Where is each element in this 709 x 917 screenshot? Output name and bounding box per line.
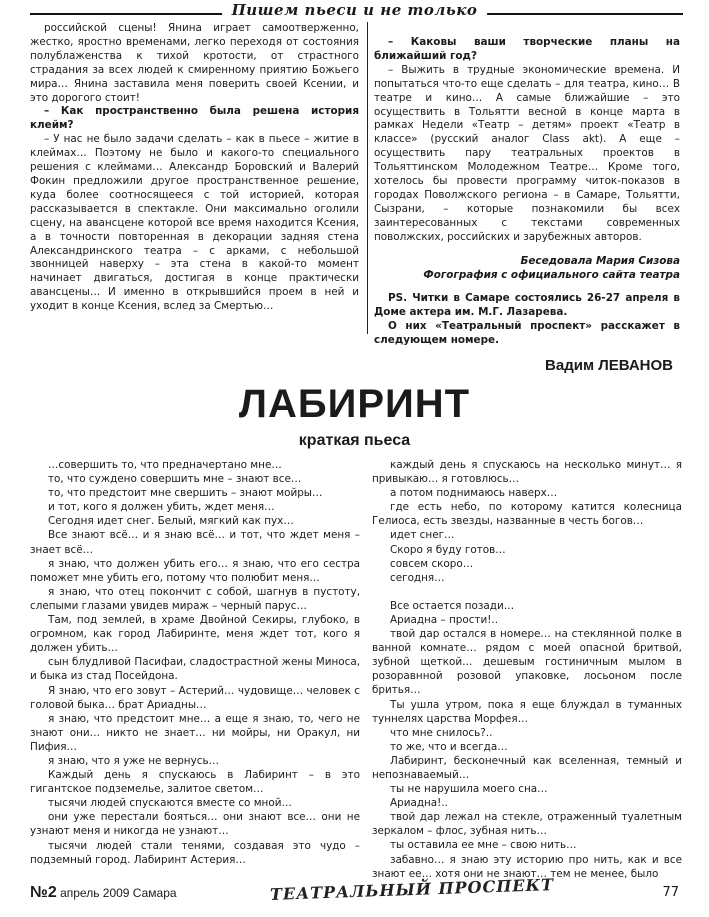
spacer [372,585,682,599]
play-line: то, что суждено совершить мне – знают все… [48,473,302,486]
play-line: идет снег… [390,529,455,542]
play-author: Вадим ЛЕВАНОВ [545,357,673,374]
play-line: я знаю, что предстоит мне… а еще я знаю, то, чего не знают они… никто не знает… ни мойры, ни Оракул, ни Пифия… [30,712,360,753]
section-title: Пишем пьеси и не только [222,1,488,19]
credit-line: Фогография с официального сайта театра [423,268,680,281]
play-text-right [372,458,682,881]
play-line: Каждый день я спускаюсь в Лабиринт – в это гигантское подземелье, залитое светом… [30,769,360,796]
play-line: Ариадна – прости!.. [390,613,499,626]
play-line: совсем скоро… [390,557,474,570]
play-line: Я знаю, что его зовут – Астерий… чудовище… человек с головой быка… брат Ариадны… [30,684,360,711]
play-line: то, что предстоит мне свершить – знают мойры… [48,487,323,500]
play-line: твой дар остался в номере… на стеклянной полке в ванной комнате… рядом с моей опасной бритвой, зубной щеткой… дешевым гостиничным мылом в розоравнной розовой упаковке, лосьоном после бритья… [372,628,682,697]
issue-date: апрель 2009 Самара [56,886,177,900]
play-line: Скоро я буду готов… [390,543,506,556]
play-line: ты не нарушила моего сна… [390,783,548,796]
play-title: ЛАБИРИНТ [238,382,471,426]
play-line: я знаю, что отец покончит с собой, шагнув в пустоту, слепыми глазами увидев мираж – черный парус… [30,585,360,612]
page-number: 77 [662,885,679,900]
paragraph: – Выжить в трудные экономические времена. И попытаться что-то еще сделать – для театра, кино… В театре и кино… А самые ближайшие – это осуществить в Тольятти весной в конце марта в рамках Недели «Театр – детям» проект «Театр в классе» (русский аналог Class akt). А еще – осуществить пару театральных проектов в Тольяттинском Молодежном Театре… Кроме того, хотелось бы провести программу читок-показов в городах Поволжского региона – в Самаре, Тольятти, Сызрани, – которые познакомили бы всех заинтересованных с текстами современных поволжских, российских и зарубежных авторов. [374,63,680,243]
interview-question: – Как пространственно была решена история клейм? [30,105,359,132]
play-line: Там, под землей, в храме Двойной Секиры, глубоко, в огромном, как город Лабиринте, меня ждет тот, кого я должен убить… [30,614,360,655]
play-line: Все остается позади… [390,599,515,612]
issue-info [30,884,177,902]
play-line: твой дар лежал на стекле, отраженный туалетным зеркалом – флос, зубная нить… [372,811,682,838]
credit-line: Беседовала Мария Сизова [520,254,680,267]
postscript: О них «Театральный проспект» расскажет в следующем номере. [374,320,680,347]
play-line: Ариадна!.. [390,797,448,810]
interview-question: – Каковы ваши творческие планы на ближайший год? [374,36,680,62]
spacer [374,282,680,292]
play-subtitle: краткая пьеса [298,432,411,449]
play-line: они уже перестали бояться… они знают все… они не узнают меня и никогда не узнают… [30,811,360,838]
section-header [0,0,709,20]
play-line: где есть небо, по которому катится колесница Гелиоса, есть звезды, названные в честь богов… [372,501,682,528]
play-line: Ты ушла утром, пока я еще блуждал в туманных туннелях царства Морфея… [372,698,682,725]
play-line: тысячи людей стали тенями, создавая это чудо – подземный город. Лабиринт Астерия… [30,839,360,866]
play-line: Сегодня идет снег. Белый, мягкий как пух… [48,515,294,528]
interview-right-column [374,36,680,348]
play-line: сын блудливой Пасифаи, сладострастной жены Миноса, и быка из стад Посейдона. [30,656,360,683]
play-line: то же, что и всегда… [390,740,508,753]
issue-number: №2 [30,884,57,901]
postscript: PS. Читки в Самаре состоялись 26-27 апреля в Доме актера им. М.Г. Лазарева. [374,292,680,319]
interview-left-column [30,22,359,314]
play-line: что мне снилось?.. [390,726,493,739]
play-line: я знаю, что должен убить его… я знаю, что его сестра поможет мне убить его, потому что полюбит меня… [30,557,360,584]
play-line: тысячи людей спускаются вместе со мной… [48,797,292,810]
play-line: и тот, кого я должен убить, ждет меня… [48,501,275,514]
play-line: Все знают всё… и я знаю всё… и тот, что ждет меня – знает всё… [30,529,360,556]
play-line: забавно… я знаю эту историю про нить, как и все знают ее… хотя они не знают… тем не менее, было [372,853,682,880]
play-line: ты оставила ее мне – свою нить… [390,839,577,852]
magazine-logo: ТЕАТРАЛЬНЫЙ ПРОСПЕКТ [269,875,555,904]
play-text-left [30,458,360,867]
play-line: сегодня… [390,571,445,584]
paragraph: – У нас не было задачи сделать – как в пьесе – житие в клеймах… Поэтому не было и какого-то специального решения с клеймами… Александр Боровский и Валерий Фокин предложили другое пространственное решение, куда более соотносящееся с той историей, которая рассказывается в спектакле. Они максимально оголили сцену, на авансцене которой все время находится Ксения, а в точности повторенная в декорации задняя стена Александринского театра – с арками, с небольшой звонницей наверху – эта стена в какой-то момент начинает двигаться, достигая в конце практически авансцены… И именно в открывшийся проем в ней и уходит в конце Ксения, вслед за Смертью… [30,133,359,313]
play-line: каждый день я спускаюсь на несколько минут… я привыкаю… я готовлюсь… [372,459,682,486]
play-line: …совершить то, что предначертано мне… [48,459,282,471]
play-line: Лабиринт, бесконечный как вселенная, темный и непознаваемый… [372,754,682,781]
column-divider [367,22,368,334]
play-line: а потом поднимаюсь наверх… [390,487,558,500]
spacer [374,245,680,255]
play-line: я знаю, что я уже не вернусь… [48,754,219,767]
paragraph: российской сцены! Янина играет самоотверженно, жестко, яростно временами, легко переходя от состояния полублаженства к тихой кротости, от страстного страдания за всех людей к смиренному приятию Божьего мира… Янина заставила меня поверить своей Ксении, и это дорогого стоит! [30,22,359,104]
